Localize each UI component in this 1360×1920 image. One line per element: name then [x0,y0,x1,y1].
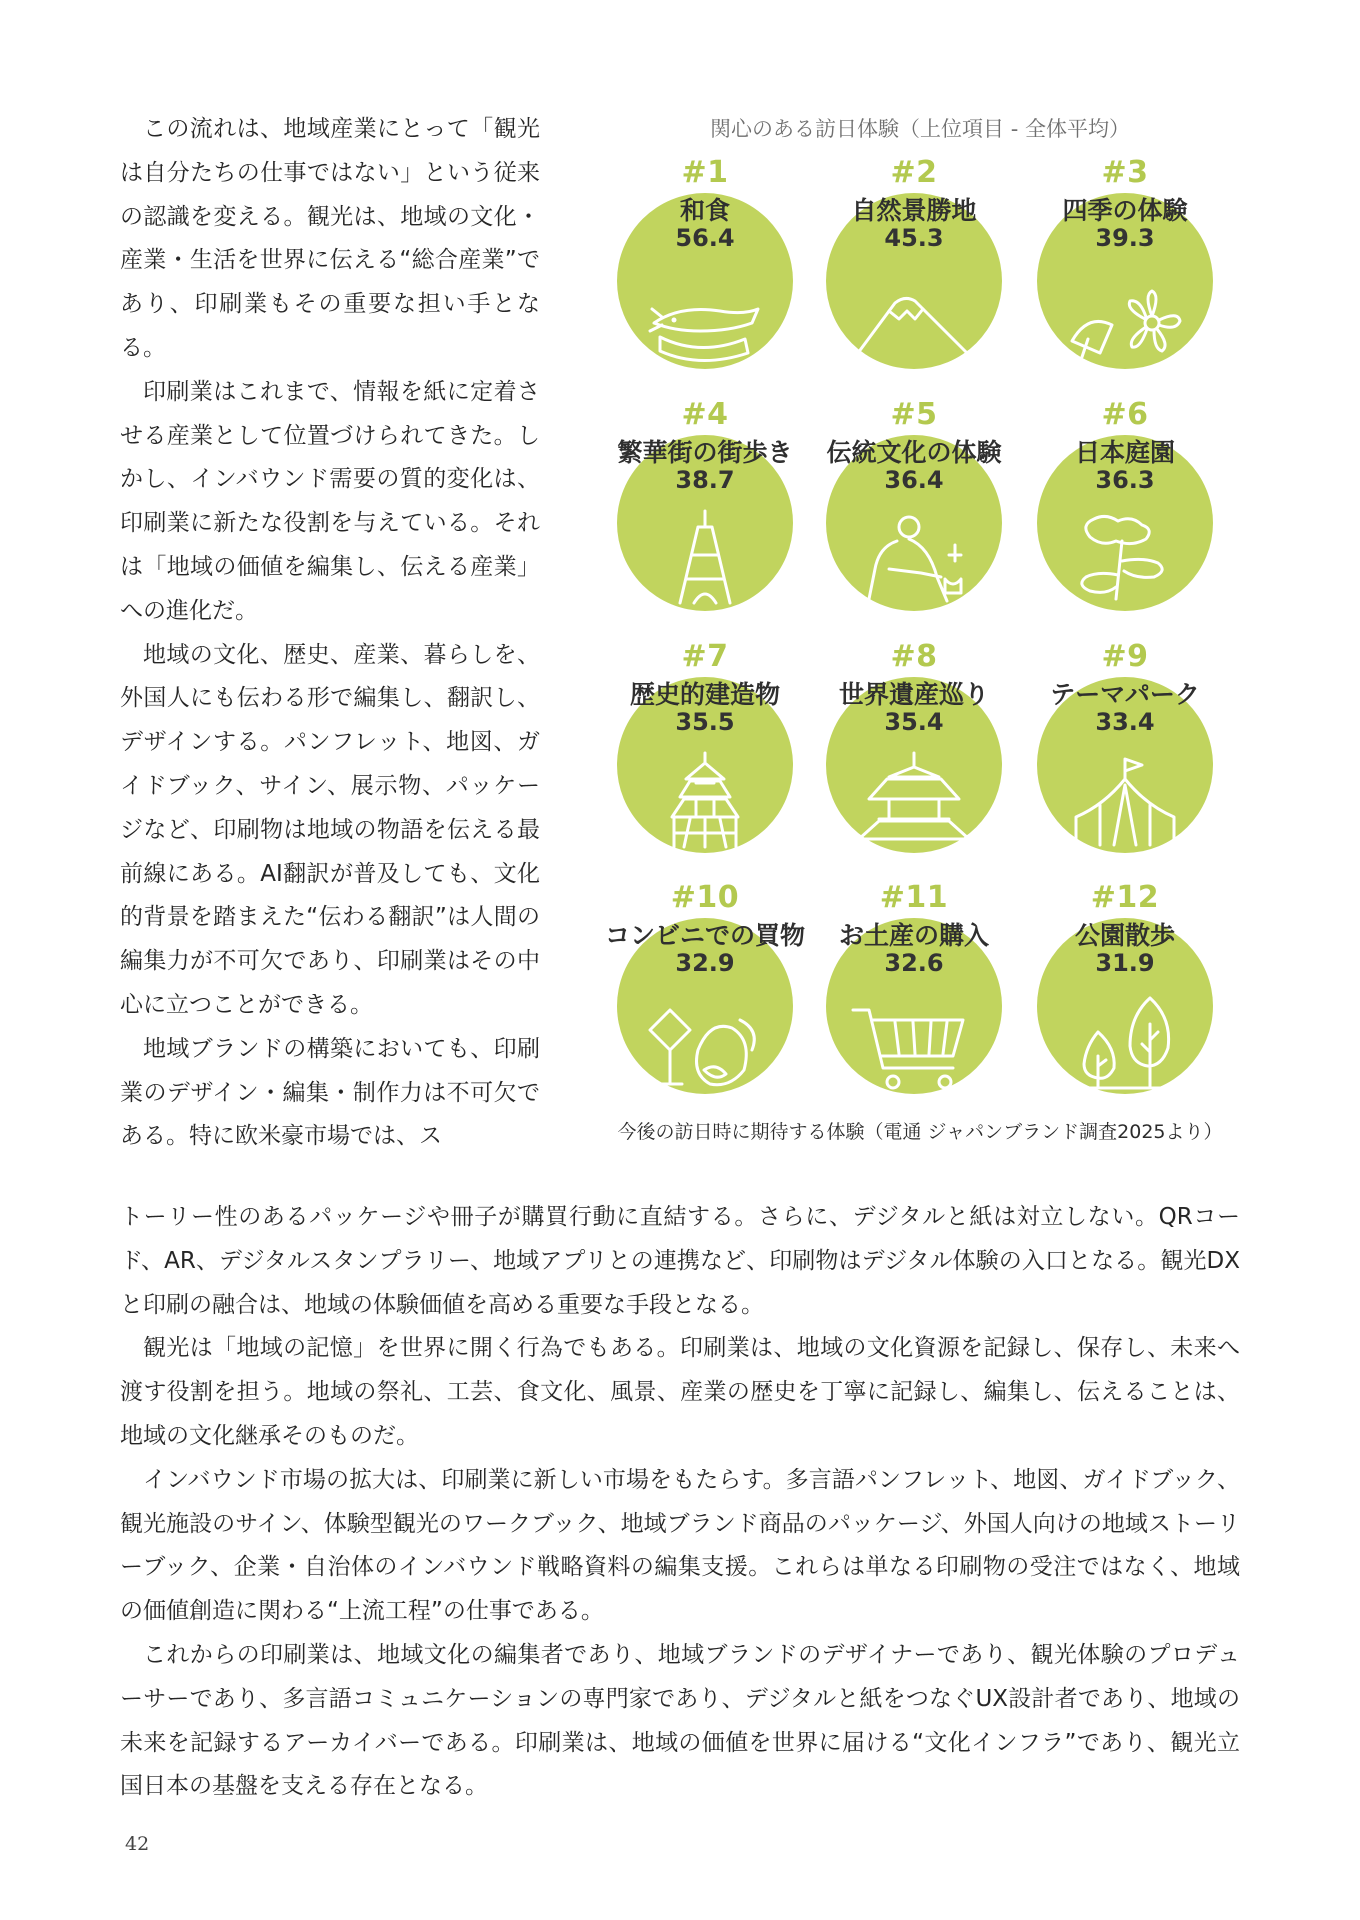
paragraph: 印刷業はこれまで、情報を紙に定着させる産業として位置づけられてきた。しかし、インバウンド需要の質的変化は、印刷業に新たな役割を与えている。それは「地域の価値を編集し、伝える産業」への進化だ。 [120,378,540,624]
ranking-item [809,397,1019,627]
experience-value: 32.6 [884,949,944,977]
trees-icon [1060,990,1190,1090]
rank-label: #7 [681,639,729,674]
rank-label: #3 [1101,155,1149,190]
circus-tent-icon [1060,749,1190,849]
temple-icon [849,749,979,849]
experience-value: 38.7 [675,466,735,494]
experience-label: お土産の購入 [838,921,989,950]
rank-label: #5 [890,397,938,432]
visitor-experience-figure [590,105,1250,1150]
experience-value: 56.4 [675,224,735,252]
ranking-item [1020,639,1230,869]
rank-label: #2 [890,155,938,190]
figure-caption: 今後の訪日時に期待する体験（電通 ジャパンブランド調査2025より） [617,1121,1223,1143]
paragraph: 地域の文化、歴史、産業、暮らしを、外国人にも伝わる形で編集し、翻訳し、デザインする。パンフレット、地図、ガイドブック、サイン、展示物、パッケージなど、印刷物は地域の物語を伝える最前線にある。AI翻訳が普及しても、文化的背景を踏まえた“伝わる翻訳”は人間の編集力が不可欠であり、印刷業はその中心に立つことができる。 [120,641,540,1018]
experience-label: 自然景勝地 [851,196,977,225]
paragraph: 観光は「地域の記憶」を世界に開く行為でもある。印刷業は、地域の文化資源を記録し、保存し、未来へ渡す役割を担う。地域の祭礼、工芸、食文化、風景、産業の歴史を丁寧に記録し、編集し、伝えることは、地域の文化継承そのものだ。 [120,1335,1240,1449]
page-number: 42 [125,1833,150,1855]
experience-label: 繁華街の街歩き [617,438,793,467]
ranking-item [1020,880,1230,1110]
mount-fuji-icon [849,265,979,365]
experience-value: 35.5 [675,708,735,736]
rank-label: #6 [1101,397,1149,432]
experience-value: 31.9 [1095,949,1155,977]
ranking-item [809,639,1019,869]
experience-label: テーマパーク [1050,680,1200,709]
experience-label: 和食 [679,196,730,225]
paragraph: この流れは、地域産業にとって「観光は自分たちの仕事ではない」という従来の認識を変える。観光は、地域の文化・産業・生活を世界に伝える“総合産業”であり、印刷業もその重要な担い手となる。 [120,116,540,361]
experience-value: 45.3 [884,224,944,252]
experience-label: 伝統文化の体験 [826,438,1002,467]
rank-label: #8 [890,639,938,674]
ranking-item [600,397,810,627]
left-column-text [120,108,540,1159]
experience-label: 四季の体験 [1062,196,1188,225]
sakura-ginkgo-icon [1060,265,1190,365]
figure-title: 関心のある訪日体験（上位項目 - 全体平均） [710,117,1130,141]
ranking-item [600,639,810,869]
ranking-item [809,155,1019,385]
experience-label: 世界遺産巡り [838,680,989,709]
ranking-item [600,880,810,1110]
rank-label: #12 [1090,880,1160,915]
paragraph: 地域ブランドの構築においても、印刷業のデザイン・編集・制作力は不可欠である。特に欧米豪市場では、ス [120,1035,540,1150]
full-width-text [120,1196,1240,1809]
paragraph: トーリー性のあるパッケージや冊子が購買行動に直結する。さらに、デジタルと紙は対立しない。QRコード、AR、デジタルスタンプラリー、地域アプリとの連携など、印刷物はデジタル体験の入口となる。観光DXと印刷の融合は、地域の体験価値を高める重要な手段となる。 [120,1204,1240,1318]
castle-icon [640,749,770,849]
experience-value: 35.4 [884,708,944,736]
shopping-cart-icon [849,990,979,1090]
experience-label: 公園散歩 [1074,921,1175,950]
rank-label: #1 [681,155,729,190]
experience-value: 36.4 [884,466,944,494]
rank-label: #9 [1101,639,1149,674]
rank-label: #10 [670,880,740,915]
experience-label: 歴史的建造物 [629,680,780,709]
ranking-item [600,155,810,385]
ranking-item [1020,397,1230,627]
ranking-item [809,880,1019,1110]
sushi-icon [640,265,770,365]
rank-label: #11 [879,880,949,915]
pine-tree-icon [1060,507,1190,607]
onigiri-icon [640,990,770,1090]
experience-label: 日本庭園 [1074,438,1175,467]
rank-label: #4 [681,397,729,432]
paragraph: インバウンド市場の拡大は、印刷業に新しい市場をもたらす。多言語パンフレット、地図、ガイドブック、観光施設のサイン、体験型観光のワークブック、地域ブランド商品のパッケージ、外国人向けの地域ストーリーブック、企業・自治体のインバウンド戦略資料の編集支援。これらは単なる印刷物の受注ではなく、地域の価値創造に関わる“上流工程”の仕事である。 [120,1466,1240,1625]
ranking-item [1020,155,1230,385]
paragraph: これからの印刷業は、地域文化の編集者であり、地域ブランドのデザイナーであり、観光体験のプロデューサーであり、多言語コミュニケーションの専門家であり、デジタルと紙をつなぐUX設計者であり、地域の未来を記録するアーカイバーである。印刷業は、地域の価値を世界に届ける“文化インフラ”であり、観光立国日本の基盤を支える存在となる。 [120,1641,1240,1800]
experience-value: 32.9 [675,949,735,977]
tea-ceremony-icon [849,507,979,607]
experience-value: 36.3 [1095,466,1155,494]
experience-value: 33.4 [1095,708,1155,736]
experience-value: 39.3 [1095,224,1155,252]
experience-label: コンビニでの買物 [604,921,805,950]
tokyo-tower-icon [640,507,770,607]
